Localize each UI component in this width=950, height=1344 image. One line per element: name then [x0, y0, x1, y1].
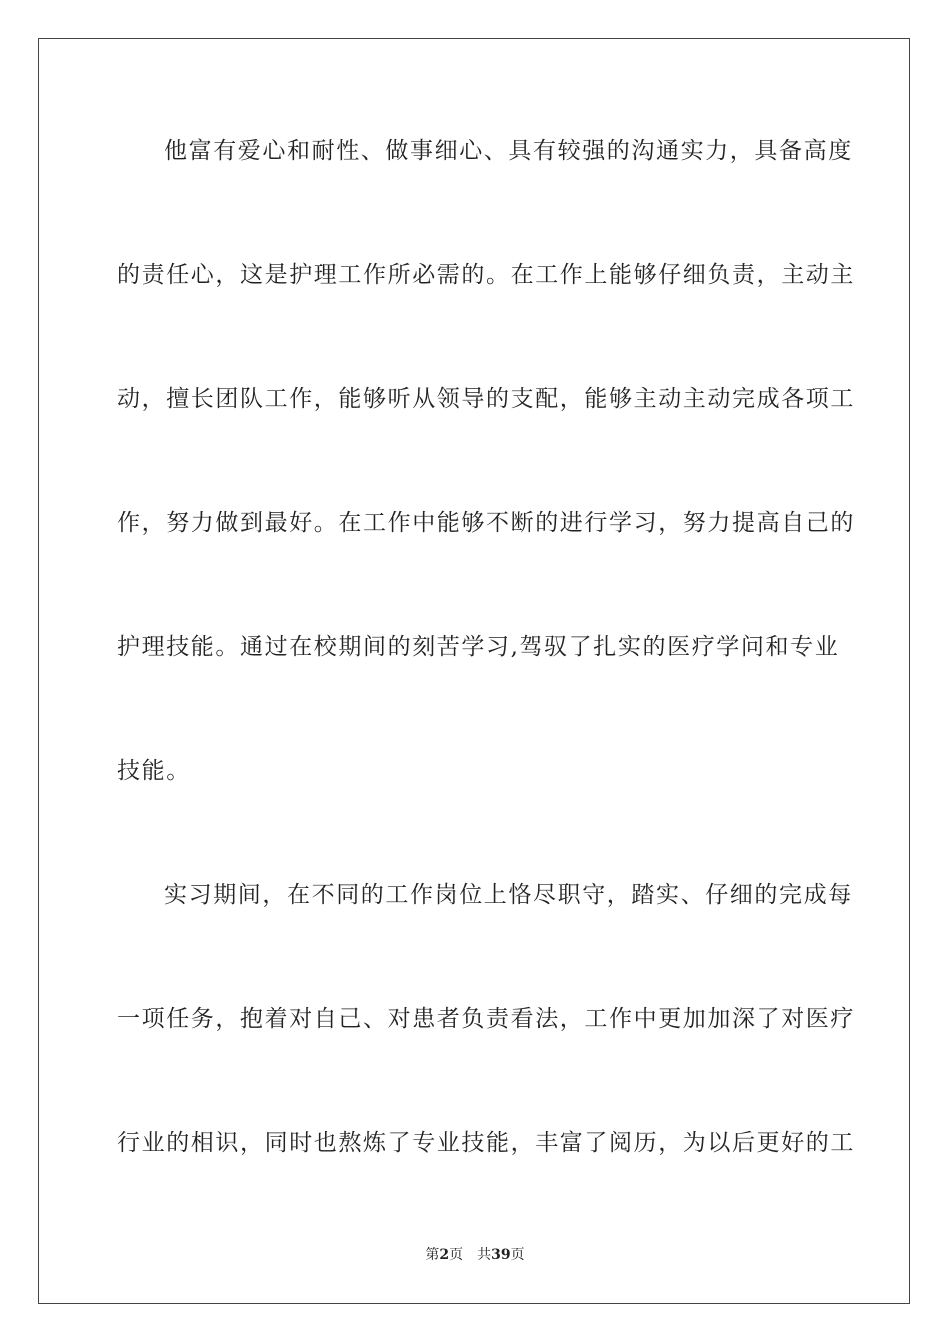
paragraph-1-line-4: 作，努力做到最好。在工作中能够不断的进行学习，努力提高自己的 — [117, 510, 855, 536]
total-prefix: 共 — [477, 1247, 492, 1263]
page-border — [38, 38, 910, 1304]
paragraph-1-line-3: 动，擅长团队工作，能够听从领导的支配，能够主动主动完成各项工 — [117, 386, 855, 412]
paragraph-2-line-3: 行业的相识，同时也熬炼了专业技能，丰富了阅历，为以后更好的工 — [117, 1130, 855, 1156]
paragraph-1-line-2: 的责任心，这是护理工作所必需的。在工作上能够仔细负责，主动主 — [117, 262, 855, 288]
page-number: 2 — [439, 1247, 450, 1263]
paragraph-1-line-1: 他富有爱心和耐性、做事细心、具有较强的沟通实力，具备高度 — [164, 138, 853, 164]
page-footer — [0, 1246, 950, 1264]
paragraph-1-line-5: 护理技能。通过在校期间的刻苦学习,驾驭了扎实的医疗学问和专业 — [117, 634, 840, 660]
total-suffix: 页 — [510, 1247, 525, 1263]
page-suffix: 页 — [449, 1247, 464, 1263]
paragraph-1-line-6: 技能。 — [117, 758, 191, 784]
paragraph-2-line-1: 实习期间，在不同的工作岗位上恪尽职守，踏实、仔细的完成每 — [164, 882, 853, 908]
page-prefix: 第 — [425, 1247, 440, 1263]
paragraph-2-line-2: 一项任务，抱着对自己、对患者负责看法，工作中更加加深了对医疗 — [117, 1006, 855, 1032]
total-pages: 39 — [491, 1247, 511, 1263]
